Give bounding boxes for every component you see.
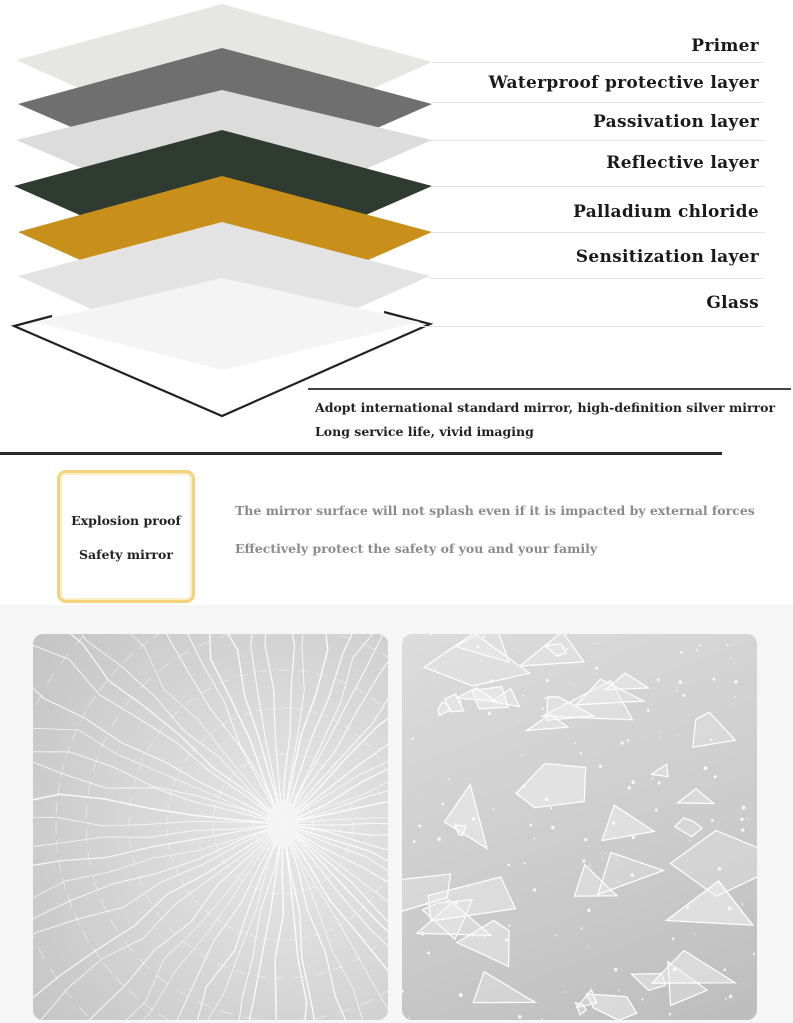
glass-fragment-dot <box>544 697 546 699</box>
glass-fragment-dot <box>734 680 738 684</box>
glass-fragment-dot <box>617 881 619 883</box>
glass-fragment-dot <box>618 989 620 991</box>
glass-fragment-dot <box>569 682 570 683</box>
glass-shard <box>444 784 487 848</box>
glass-fragment-dot <box>740 818 743 821</box>
glass-fragment-dot <box>694 934 695 935</box>
glass-fragment-dot <box>588 947 589 948</box>
glass-fragment-dot <box>605 852 606 853</box>
crack-ring <box>33 634 388 1020</box>
glass-fragment-dot <box>594 643 596 645</box>
layer-leader-line <box>420 326 765 327</box>
glass-fragment-dot <box>616 860 617 861</box>
crack-line <box>267 824 283 1020</box>
glass-fragment-dot <box>518 1015 522 1019</box>
glass-fragment-dot <box>655 809 658 812</box>
glass-fragment-dot <box>425 902 428 905</box>
layer-leader-line <box>432 186 765 187</box>
glass-fragment-dot <box>712 678 715 681</box>
layer-label: Primer <box>691 36 759 56</box>
glass-fragment-dot <box>723 968 726 971</box>
glass-fragment-dot <box>595 667 598 670</box>
glass-fragment-dot <box>677 734 678 735</box>
tagline-line-1: Adopt international standard mirror, high-definition silver mirror <box>315 400 776 415</box>
layer-leader-line <box>430 278 765 279</box>
glass-fragment-dot <box>753 953 755 955</box>
feature-text-impact: The mirror surface will not splash even if it is impacted by external forces <box>235 503 755 518</box>
crack-line <box>33 824 283 929</box>
glass-fragment-dot <box>660 731 661 732</box>
glass-fragment-dot <box>472 817 475 820</box>
glass-fragment-dot <box>418 824 421 827</box>
glass-fragment-dot <box>402 990 404 993</box>
section-divider <box>0 452 722 455</box>
glass-shard <box>598 853 663 895</box>
glass-fragment-dot <box>657 781 660 784</box>
glass-fragment-dot <box>582 859 585 862</box>
crack-line <box>33 824 283 870</box>
glass-fragment-dot <box>672 938 675 941</box>
cracked-glass-photo <box>33 634 388 1020</box>
glass-fragment-dot <box>555 934 557 936</box>
crack-ring <box>33 634 388 1020</box>
glass-fragment-dot <box>408 1017 409 1018</box>
glass-fragment-dot <box>493 809 495 811</box>
glass-fragment-dot <box>725 998 727 1000</box>
glass-fragment-dot <box>721 884 722 885</box>
glass-fragment-dot <box>533 837 535 839</box>
crack-line <box>226 824 283 1020</box>
layer-leader-line <box>432 232 765 233</box>
glass-fragment-dot <box>508 925 510 927</box>
glass-fragment-dot <box>564 703 565 704</box>
layer-leader-line <box>432 62 765 63</box>
glass-fragment-dot <box>574 742 576 744</box>
glass-fragment-dot <box>627 739 629 741</box>
glass-fragment-dot <box>505 939 508 942</box>
glass-fragment-dot <box>599 765 602 768</box>
glass-fragment-dot <box>652 778 654 780</box>
glass-fragment-dot <box>551 826 555 830</box>
glass-fragment-dot <box>484 936 486 938</box>
crack-line <box>33 810 283 827</box>
glass-fragment-dot <box>435 668 436 669</box>
layer-leader-line <box>426 140 765 141</box>
crack-line <box>283 634 337 824</box>
glass-fragment-dot <box>427 951 430 954</box>
tagline-rule <box>308 388 791 390</box>
crack-ring <box>86 634 388 1020</box>
glass-fragment-dot <box>632 836 635 839</box>
glass-fragment-dot <box>673 968 677 972</box>
layer-label: Reflective layer <box>606 153 759 173</box>
glass-fragment-dot <box>584 838 587 841</box>
glass-fragment-dot <box>546 679 549 682</box>
glass-fragment-dot <box>689 840 691 842</box>
glass-fragment-dot <box>647 709 650 712</box>
glass-fragment-dot <box>680 651 683 654</box>
glass-fragment-dot <box>447 899 451 903</box>
glass-fragment-dot <box>413 840 416 843</box>
glass-fragment-dot <box>521 755 522 756</box>
glass-fragment-dot <box>704 766 708 770</box>
glass-fragment-dot <box>542 707 544 709</box>
glass-fragment-dot <box>669 1013 672 1016</box>
glass-fragment-dot <box>705 745 707 747</box>
glass-shard <box>516 764 586 808</box>
glass-fragment-dot <box>518 721 520 723</box>
glass-shard <box>652 764 669 777</box>
crack-line <box>56 824 283 1020</box>
glass-fragment-dot <box>741 903 743 905</box>
glass-shard <box>693 712 736 747</box>
glass-fragment-dot <box>696 649 698 651</box>
glass-fragment-dot <box>533 888 536 891</box>
glass-fragment-dot <box>564 991 565 992</box>
glass-fragment-dot <box>711 819 714 822</box>
layer-leader-line <box>432 102 765 103</box>
badge-subtitle: Safety mirror <box>79 547 173 562</box>
glass-shard <box>473 972 535 1003</box>
glass-shard <box>675 818 702 837</box>
glass-fragment-dot <box>693 982 695 984</box>
crack-line <box>33 824 283 1020</box>
feature-text-safety: Effectively protect the safety of you and your family <box>235 541 598 556</box>
glass-fragment-dot <box>580 752 583 755</box>
glass-fragment-dot <box>735 696 736 697</box>
glass-fragment-dot <box>612 821 615 824</box>
crack-line <box>283 824 388 895</box>
glass-fragment-dot <box>455 901 458 904</box>
glass-fragment-dot <box>657 678 660 681</box>
glass-shard <box>652 951 735 984</box>
glass-fragment-dot <box>411 738 413 740</box>
crack-line <box>33 824 283 950</box>
glass-fragment-dot <box>482 635 485 638</box>
glass-fragment-dot <box>581 927 583 929</box>
glass-fragment-dot <box>437 837 441 841</box>
glass-fragment-dot <box>476 822 478 824</box>
glass-fragment-dot <box>587 908 591 912</box>
layer-label: Palladium chloride <box>573 202 759 222</box>
glass-fragment-dot <box>589 864 591 866</box>
glass-fragment-dot <box>458 700 462 704</box>
tagline-line-2: Long service life, vivid imaging <box>315 424 534 439</box>
glass-fragment-dot <box>541 1018 543 1020</box>
glass-fragment-dot <box>508 864 511 867</box>
glass-fragment-dot <box>421 932 425 936</box>
crack-line <box>283 751 388 824</box>
glass-fragment-dot <box>747 818 748 819</box>
glass-fragment-dot <box>730 658 731 659</box>
impact-point <box>267 800 299 848</box>
glass-fragment-dot <box>550 807 552 809</box>
glass-shard <box>424 634 529 686</box>
glass-fragment-dot <box>430 634 432 635</box>
glass-shard <box>677 789 713 804</box>
layer-stack-diagram <box>0 0 793 460</box>
glass-shard <box>602 805 654 840</box>
crack-line <box>33 697 283 825</box>
glass-fragment-dot <box>529 824 532 827</box>
glass-fragment-dot <box>518 651 519 652</box>
layer-label: Passivation layer <box>593 112 759 132</box>
glass-fragment-dot <box>614 968 618 972</box>
glass-fragment-dot <box>471 935 473 937</box>
glass-fragment-dot <box>480 659 482 661</box>
layer-label: Waterproof protective layer <box>488 73 759 93</box>
glass-fragment-dot <box>490 679 493 682</box>
glass-fragment-dot <box>699 644 701 646</box>
crack-line <box>283 646 388 824</box>
crack-line <box>150 824 283 1020</box>
glass-fragment-dot <box>448 778 450 780</box>
glass-fragment-dot <box>467 885 469 887</box>
crack-ring <box>33 634 388 1020</box>
glass-fragment-dot <box>741 806 745 810</box>
glass-fragment-dot <box>642 998 644 1000</box>
glass-fragment-dot <box>676 690 678 692</box>
crack-line <box>33 777 283 824</box>
glass-fragment-dot <box>523 695 525 697</box>
glass-fragment-dot <box>631 780 635 784</box>
glass-fragment-dot <box>710 739 712 741</box>
glass-fragment-dot <box>728 906 732 910</box>
glass-fragment-dot <box>488 712 491 715</box>
explosion-proof-badge <box>57 470 195 603</box>
glass-fragment-dot <box>523 862 525 864</box>
glass-fragment-dot <box>729 995 732 998</box>
glass-fragment-dot <box>442 803 445 806</box>
glass-fragment-dot <box>686 906 689 909</box>
crack-ring <box>33 634 388 1020</box>
glass-fragment-dot <box>727 644 729 646</box>
glass-fragment-dot <box>477 646 480 649</box>
glass-fragment-dot <box>660 737 661 738</box>
layer-label: Sensitization layer <box>575 247 759 267</box>
glass-fragment-dot <box>523 785 526 788</box>
shattered-glass-photo <box>402 634 757 1020</box>
glass-fragment-dot <box>679 680 683 684</box>
glass-fragment-dot <box>682 694 685 697</box>
glass-fragment-dot <box>545 797 549 801</box>
glass-fragment-dot <box>718 867 722 871</box>
badge-title: Explosion proof <box>71 513 181 528</box>
glass-fragment-dot <box>459 993 463 997</box>
layer-label: Glass <box>706 293 759 313</box>
glass-fragment-dot <box>630 873 634 877</box>
glass-fragment-dot <box>628 786 631 789</box>
glass-fragment-dot <box>621 741 624 744</box>
glass-shard <box>666 881 753 925</box>
glass-fragment-dot <box>741 828 745 832</box>
glass-fragment-dot <box>714 775 717 778</box>
glass-fragment-dot <box>566 648 568 650</box>
crack-line <box>33 653 283 824</box>
